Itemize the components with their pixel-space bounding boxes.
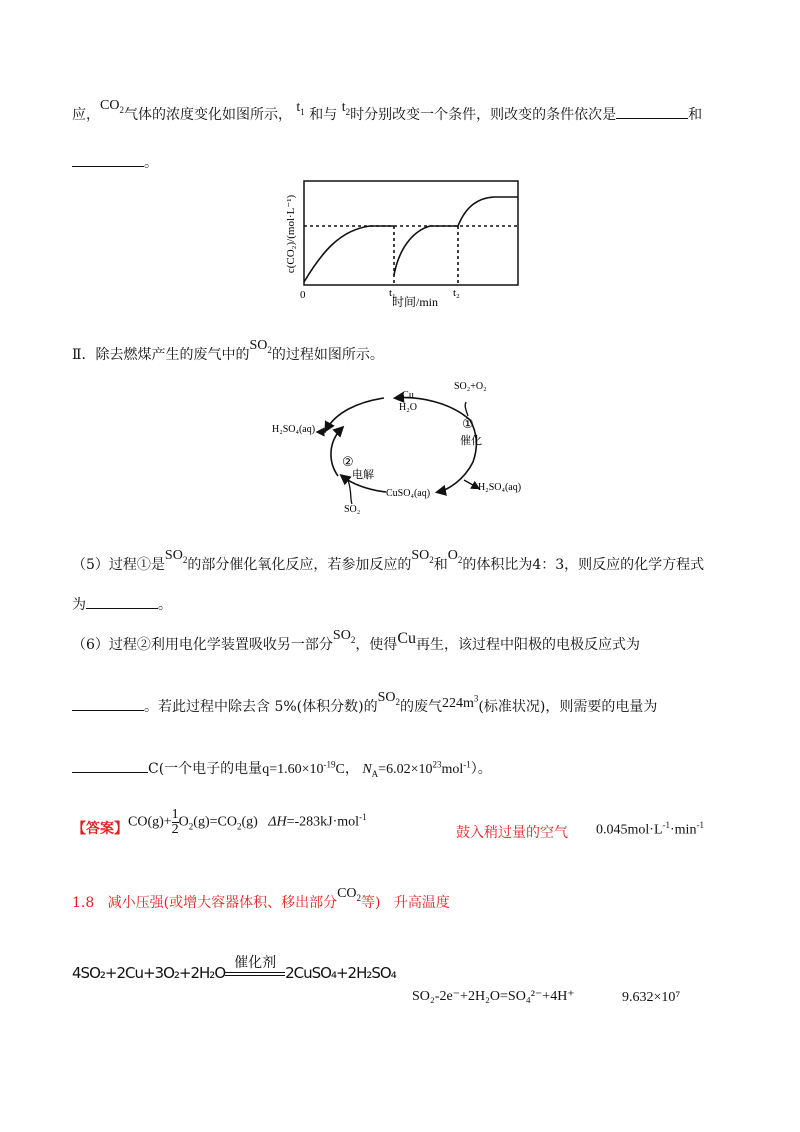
answer3-anode: SO₂-2e⁻+2H₂O=SO₄²⁻+4H⁺ [412,989,575,1004]
label-catalysis: 催化 [460,435,482,447]
eq1-part-a: CO(g)+ [128,814,172,830]
half-den: 2 [171,822,179,837]
delta-h-exp: -1 [359,812,367,823]
q6-charge-unit: C， [335,762,359,777]
answer3-charge: 9.632×10⁷ [622,990,681,1005]
answer2-line [72,886,450,913]
q6-na: N [362,762,372,777]
rate-tail: ·min [670,822,697,838]
answer3-rhs: 2CuSO₄+2H₂SO₄ [285,964,396,982]
answer2-text-1: 减小压强(或增大容器体积、移出部分 [107,895,338,911]
intro-text-4: 时分别改变一个条件，则改变的条件依次是 [350,107,617,123]
catalyst-label: 催化剂 [234,955,277,971]
label-cu: Cu [402,390,414,401]
q6-text-c: 再生，该过程中阳极的电极反应式为 [415,637,640,653]
so2-so: SO [249,338,268,353]
part2-line [72,338,384,365]
label-so2-bottom: SO₂ [344,504,361,515]
equals-with-catalyst [225,954,285,982]
q5-text-d: 的体积比为4：3，则反应的化学方程式 [462,557,705,573]
q6-line-2 [72,690,658,717]
intro-text-1: 应， [72,107,100,123]
q6-text-e: 的废气 [400,699,442,715]
t2-symbol: $t_2$ [341,100,351,117]
q5-o2: $O_2$ [447,548,463,565]
q5-line-2 [72,594,172,614]
q6-na-exp: 23 [432,759,442,770]
t1-letter: t [296,100,301,115]
q6-cu: Cu [397,630,416,647]
delta-h: ΔH [268,814,287,830]
curve-segment-3 [458,197,518,226]
chart-xlabel: 时间/min [391,295,439,308]
q6-charge [262,759,471,779]
eq1-part-d: (g) [241,814,258,830]
intro-and: 和 [688,107,703,123]
q6-so2-2: $SO_2$ [377,690,400,707]
label-h2so4-left: H₂SO₄(aq) [272,424,316,435]
chart-ylabel: c(CO₂)/(mol·L⁻¹) [285,194,297,274]
answer-blank-2[interactable] [72,154,144,167]
rate-value: 0.045mol·L [596,822,663,838]
label-step1: ① [462,416,474,431]
q6-text-b: ，使得 [355,637,398,653]
label-step2: ② [342,454,354,469]
t1-symbol: $t_1$ [296,100,305,117]
t2-letter: t [341,100,346,115]
q6-blank-2[interactable] [72,760,148,773]
eq1-part-b: O [178,814,189,830]
label-electrolysis: 电解 [352,469,374,481]
answer2-co2: $CO_2$ [337,886,362,903]
answer3-lhs: 4SO₂+2Cu+3O₂+2H₂O [72,964,226,982]
label-h2so4-right: H₂SO₄(aq) [478,482,522,493]
q6-line [72,628,640,655]
chart-t1-label: t₁ [389,287,396,299]
co2-co: CO [100,98,120,113]
q6-volume-value: 224m [442,696,474,711]
arrow-left [331,428,342,476]
chart-origin: 0 [300,289,306,301]
q6-blank-1[interactable] [72,698,144,711]
answer2-text-2: 等) [361,895,381,911]
q6-na-unit: mol [441,762,464,777]
answer3-equation [72,954,396,982]
curve-segment-2 [394,226,458,275]
equals-bars [225,972,285,976]
q5-so2-1: $SO_2$ [164,548,188,565]
part2-tail: 的过程如图所示。 [271,347,384,363]
chart-t2-label: t₂ [453,287,460,299]
arrow-bottom-right [438,462,473,492]
curve-segment-1 [304,226,394,282]
process-cycle-diagram [268,376,538,518]
q6-text-d: 。若此过程中除去含 5%(体积分数)的 [144,699,378,715]
q6-na-unit-exp: -1 [463,759,471,770]
so2-inlet-bottom [348,480,352,504]
half-num: 1 [171,807,179,822]
q5-line [72,548,705,575]
co2-formula: $CO_2$ [100,98,124,115]
q6-text-f: (标准状况)，则需要的电量为 [478,699,658,715]
answer-blank-1[interactable] [616,106,688,119]
q5-blank[interactable] [86,596,158,609]
q6-charge-exp: -19 [323,759,336,770]
q5-end: 。 [158,597,172,613]
q6-na-value: =6.02×10 [378,762,433,777]
so2-o2-inlet [465,402,468,416]
intro-end: 。 [144,155,158,171]
q5-text-e: 为 [72,597,86,613]
chart-frame [304,181,518,285]
answer-tag: 【答案】 [72,821,128,837]
q5-text-c: 和 [433,557,448,573]
answer-rate: $0.045mol\cdot L^{-1}\cdot\min^{-1}$ [596,820,704,838]
eq1-part-c: (g)=CO [193,814,237,830]
label-h2o: H₂O [399,402,417,413]
answer2-text-3: 升高温度 [393,895,450,911]
intro-line [72,98,703,125]
q6-volume: $224m^3$ [442,693,479,711]
so2-formula: $SO_2$ [249,338,272,355]
q5-so2-2: $SO_2$ [411,548,434,565]
half-fraction [172,808,179,837]
intro-text-3: 和与 [309,107,338,123]
part2-label: Ⅱ．除去燃煤产生的废气中的 [72,347,250,363]
label-so2-o2: SO₂+O₂ [454,381,487,392]
arrow-top-left [326,398,384,430]
q6-na-sub: A [371,768,379,779]
q6-so2-1: $SO_2$ [332,628,356,645]
intro-text-2: 气体的浓度变化如图所示， [123,107,292,123]
q6-text-a: （6）过程②利用电化学装置吸收另一部分 [72,637,333,653]
q6-charge-value: q=1.60×10 [262,762,324,777]
q6-end: ）。 [470,761,492,777]
concentration-chart [280,172,530,308]
q5-text-a: （5）过程①是 [72,557,165,573]
q6-text-g: C(一个电子的电量 [148,761,263,777]
answer-thermo-equation: CO(g)+ $\frac{1}{2}$ $O_2(g)=CO_2(g)$ ΔH=-283kJ·mol$^{-1}$ [128,807,367,837]
answer2-number: 1.8 [72,895,95,911]
label-cuso4: CuSO₄(aq) [386,488,431,499]
q6-line-3 [72,758,492,779]
q5-text-b: 的部分催化氧化反应，若参加反应的 [187,557,412,573]
intro-line-2 [72,152,158,172]
delta-h-value: =-283kJ·mol [286,814,360,830]
answer-condition-1: 鼓入稍过量的空气 [456,825,568,841]
h2so4-outlet-right [464,480,478,488]
